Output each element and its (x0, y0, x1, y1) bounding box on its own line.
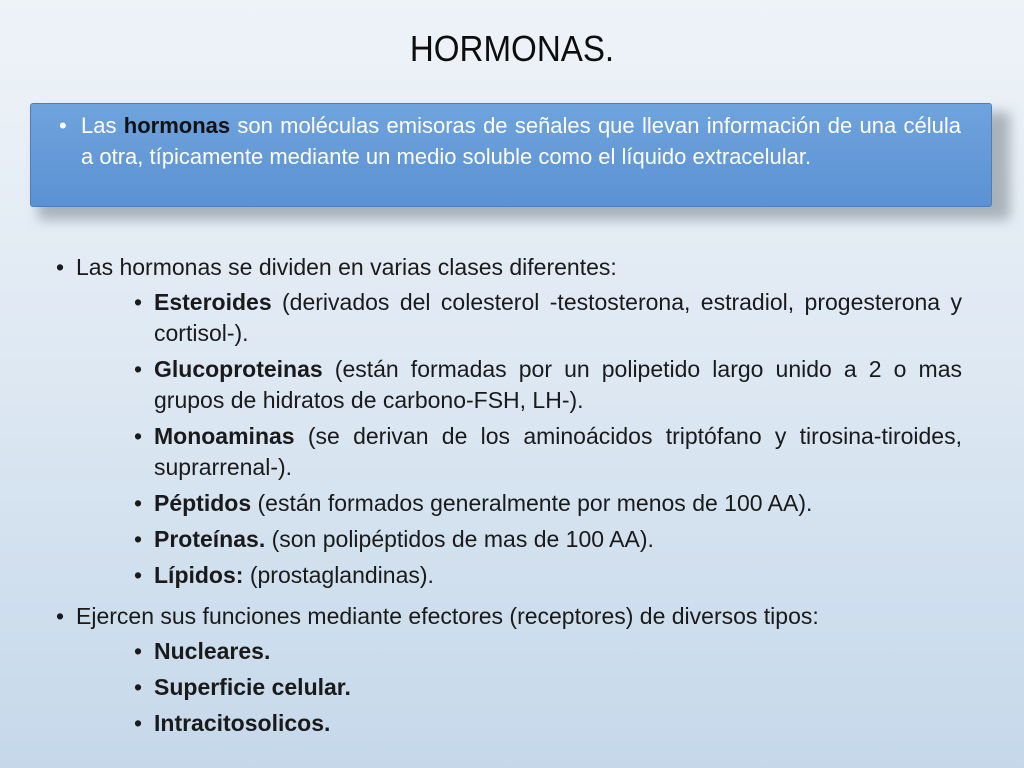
bullet-icon: • (134, 356, 143, 382)
item-text: (se derivan de los aminoácidos triptófano y tirosina-tiroides, suprarrenal-). (154, 423, 962, 480)
list-item (56, 708, 962, 739)
item-term: Nucleares. (154, 638, 271, 664)
slide-title: HORMONAS. (409, 28, 615, 69)
section-text: Ejercen sus funciones mediante efectores (receptores) de diversos tipos: (76, 603, 819, 629)
callout-text-pre: Las (81, 113, 124, 138)
bullet-icon: • (134, 423, 143, 449)
list-item (56, 287, 962, 349)
item-term: Glucoproteinas (154, 356, 323, 382)
bullet-icon: • (134, 674, 143, 700)
item-text: (son polipéptidos de mas de 100 AA). (265, 526, 654, 552)
list-item (56, 524, 962, 555)
list-item (56, 636, 962, 667)
item-term: Monoaminas (154, 423, 295, 449)
bullet-icon: • (59, 113, 67, 138)
item-text: (están formadas por un polipetido largo unido a 2 o mas grupos de hidratos de carbono-FSH, LH-). (154, 356, 962, 413)
section-heading-classes (56, 252, 962, 283)
callout-text-post: son moléculas emisoras de señales que llevan información de una célula a otra, típicamente mediante un medio soluble como el líquido extracelular. (81, 113, 961, 169)
bullet-icon: • (134, 490, 143, 516)
section-heading-effectors (56, 601, 962, 632)
bullet-icon: • (134, 710, 143, 736)
list-item (56, 672, 962, 703)
bullet-icon: • (134, 562, 143, 588)
item-term: Esteroides (154, 289, 272, 315)
bullet-icon: • (56, 254, 65, 280)
bullet-icon: • (134, 289, 143, 315)
item-term: Proteínas. (154, 526, 266, 552)
bullet-icon: • (56, 603, 65, 629)
definition-callout (30, 103, 992, 207)
item-term: Lípidos: (154, 562, 244, 588)
list-item (56, 421, 962, 483)
item-text: (derivados del colesterol -testosterona, estradiol, progesterona y cortisol-). (154, 289, 962, 346)
list-item (56, 488, 962, 519)
callout-keyword: hormonas (123, 113, 231, 138)
item-term: Péptidos (154, 490, 252, 516)
item-term: Superficie celular. (154, 674, 351, 700)
list-item (56, 354, 962, 416)
section-text: Las hormonas se dividen en varias clases diferentes: (76, 254, 617, 280)
item-text: (están formados generalmente por menos de 100 AA). (251, 490, 813, 516)
content-list (56, 252, 962, 739)
bullet-icon: • (134, 638, 143, 664)
item-text: (prostaglandinas). (243, 562, 434, 588)
item-term: Intracitosolicos. (154, 710, 331, 736)
bullet-icon: • (134, 526, 143, 552)
list-item (56, 560, 962, 591)
